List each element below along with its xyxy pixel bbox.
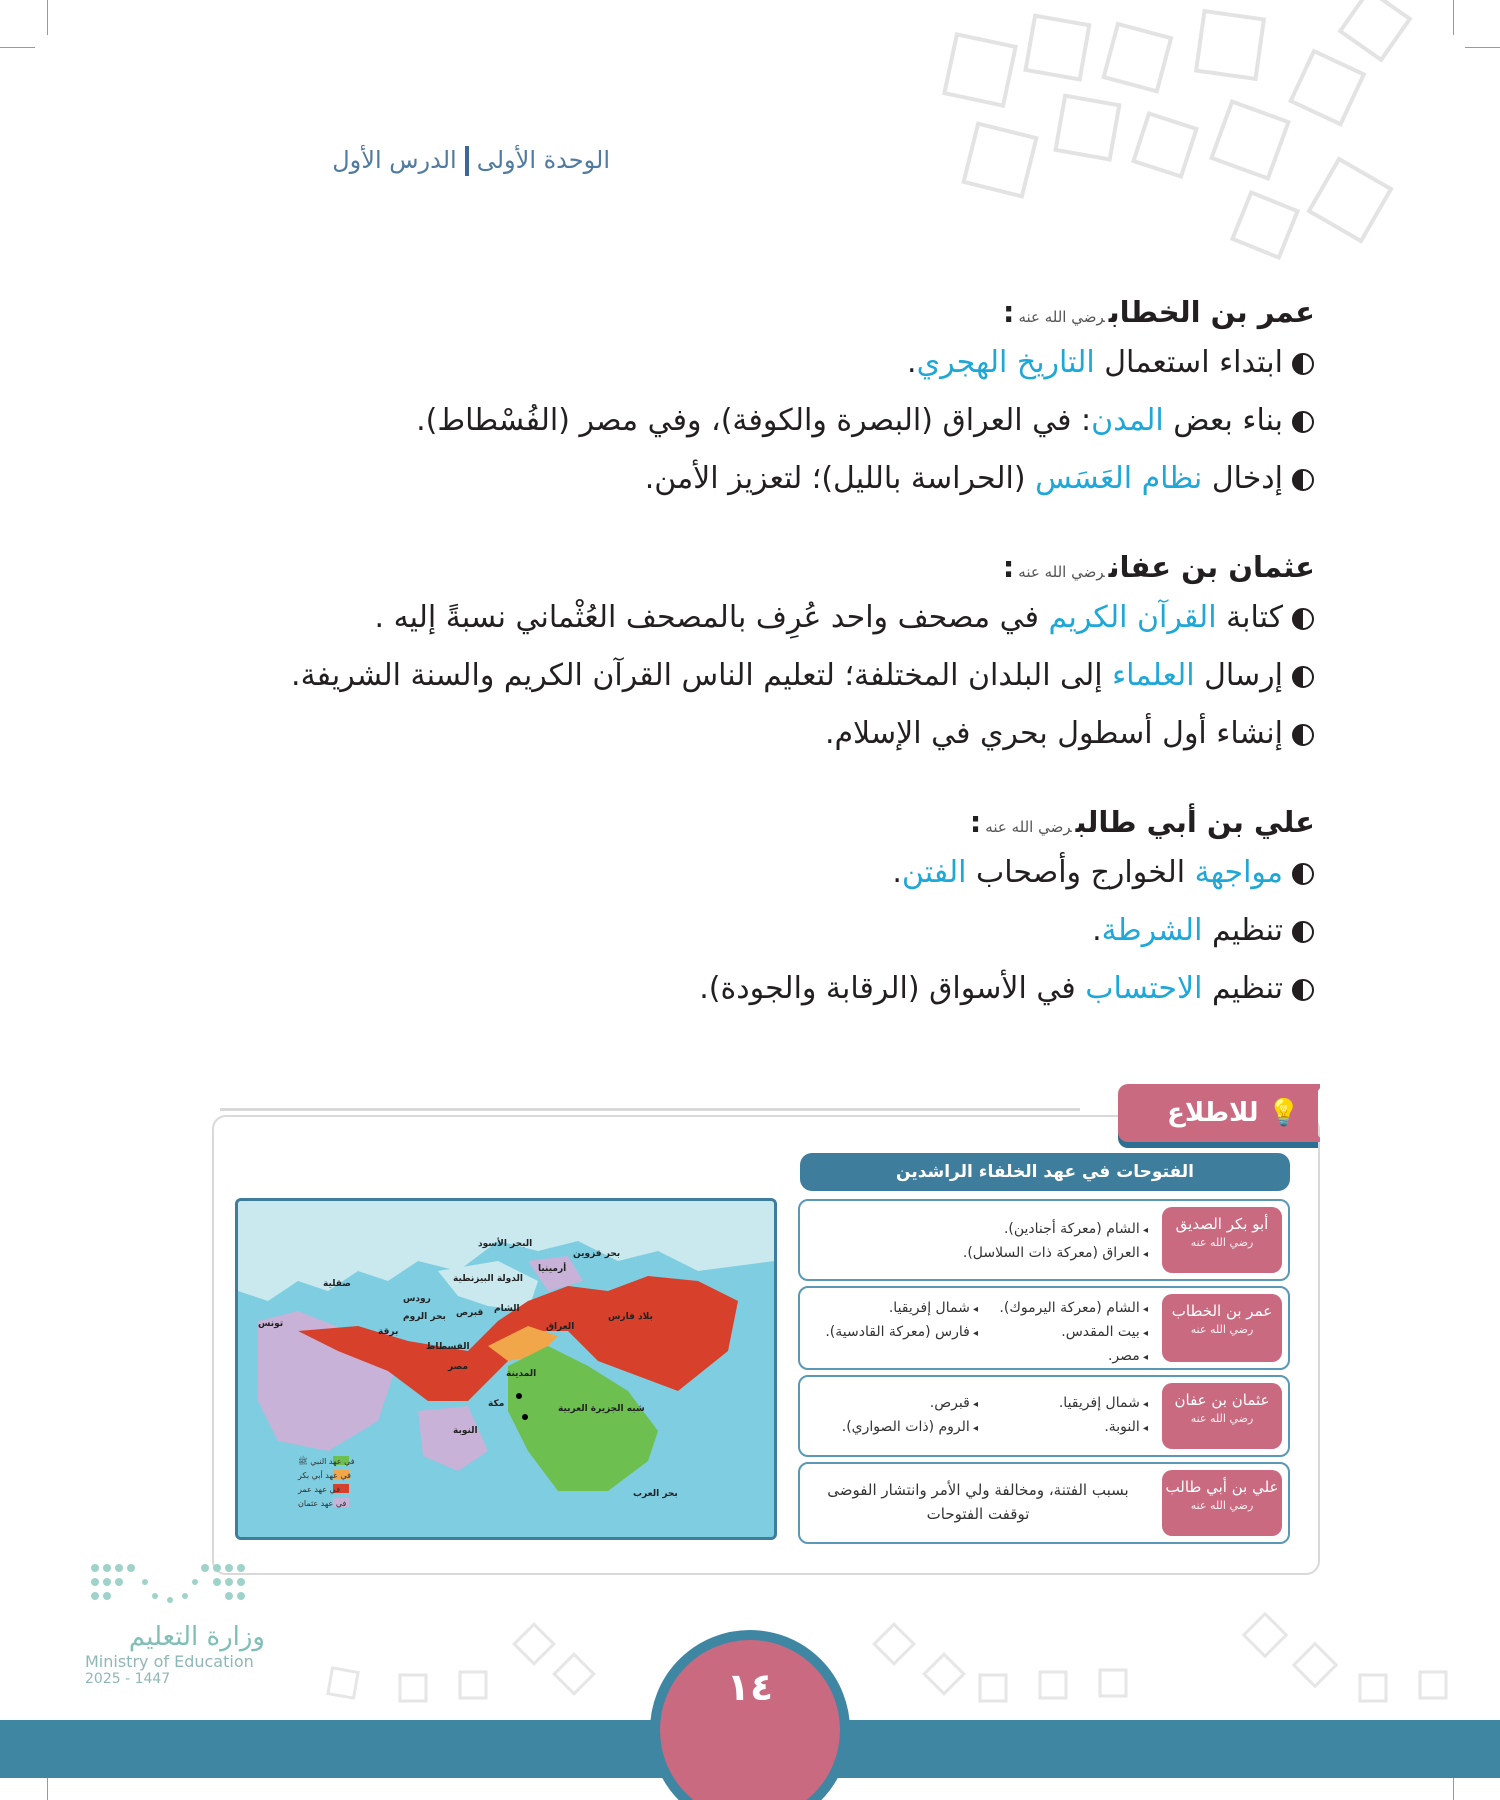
half-circle-bullet-icon xyxy=(1291,978,1315,1002)
svg-text:شبه الجزيرة العربية: شبه الجزيرة العربية xyxy=(558,1404,645,1414)
list-item: ◂ الشام (معركة اليرموك). xyxy=(978,1296,1148,1320)
ministry-name-en: Ministry of Education xyxy=(85,1652,254,1671)
lightbulb-icon: 💡 xyxy=(1267,1098,1300,1128)
list-item: إرسال العلماء إلى البلدان المختلفة؛ لتعليم الناس القرآن الكريم والسنة الشريفة. xyxy=(215,647,1315,705)
honorific: رضي الله عنه xyxy=(1018,308,1105,326)
unit-label: الوحدة الأولى xyxy=(476,146,610,174)
conquest-list xyxy=(808,1391,1148,1439)
half-circle-bullet-icon xyxy=(1291,723,1315,747)
list-item: ◂ قبرص. xyxy=(808,1391,978,1415)
header-separator xyxy=(465,146,469,176)
svg-text:بحر قزوين: بحر قزوين xyxy=(573,1249,621,1259)
lesson-label: الدرس الأول xyxy=(332,146,457,174)
list-item: ◂ النوبة. xyxy=(978,1415,1148,1439)
half-circle-bullet-icon xyxy=(1291,665,1315,689)
conquests-table-title: الفتوحات في عهد الخلفاء الراشدين xyxy=(800,1153,1290,1191)
half-circle-bullet-icon xyxy=(1291,607,1315,631)
svg-text:البحر الأسود: البحر الأسود xyxy=(478,1239,533,1249)
for-info-tag xyxy=(1118,1084,1318,1142)
ministry-year: 2025 - 1447 xyxy=(85,1671,171,1687)
svg-text:الدولة البيزنطية: الدولة البيزنطية xyxy=(453,1274,523,1284)
svg-text:بحر العرب: بحر العرب xyxy=(633,1489,678,1499)
bullet-list xyxy=(215,589,1315,763)
honorific: رضي الله عنه xyxy=(985,818,1072,836)
ministry-name-ar: وزارة التعليم xyxy=(128,1622,265,1652)
half-circle-bullet-icon xyxy=(1291,862,1315,886)
svg-text:مصر: مصر xyxy=(448,1362,469,1372)
list-item: بناء بعض المدن: في العراق (البصرة والكوفة)، وفي مصر (الفُسْطاط). xyxy=(215,392,1315,450)
svg-text:بلاد فارس: بلاد فارس xyxy=(608,1312,653,1322)
list-item: كتابة القرآن الكريم في مصحف واحد عُرِف بالمصحف العُثْماني نسبةً إليه . xyxy=(215,589,1315,647)
list-item: ◂ شمال إفريقيا. xyxy=(978,1391,1148,1415)
table-row xyxy=(798,1199,1290,1281)
section-title: علي بن أبي طالبرضي الله عنه: xyxy=(969,805,1315,839)
svg-text:رودس: رودس xyxy=(403,1294,431,1304)
section-title: عثمان بن عفانرضي الله عنه: xyxy=(1002,550,1315,584)
section-othman xyxy=(215,545,1315,763)
table-row xyxy=(798,1462,1290,1544)
svg-text:النوبة: النوبة xyxy=(453,1426,478,1436)
half-circle-bullet-icon xyxy=(1291,468,1315,492)
map-graphic xyxy=(238,1201,774,1537)
list-item: ◂ الروم (ذات الصواري). xyxy=(808,1415,978,1439)
svg-text:في عهد أبي بكر: في عهد أبي بكر xyxy=(298,1471,351,1480)
svg-text:الشام: الشام xyxy=(494,1304,520,1314)
list-item: إنشاء أول أسطول بحري في الإسلام. xyxy=(215,705,1315,763)
list-item: ◂ الشام (معركة أجنادين). xyxy=(808,1217,1148,1241)
table-row xyxy=(798,1286,1290,1370)
half-circle-bullet-icon xyxy=(1291,410,1315,434)
crop-mark xyxy=(1453,0,1454,35)
list-item: ابتداء استعمال التاريخ الهجري. xyxy=(215,334,1315,392)
caliph-cell: عثمان بن عفان رضي الله عنه xyxy=(1162,1383,1282,1449)
svg-text:تونس: تونس xyxy=(258,1319,284,1329)
decorative-pattern xyxy=(880,0,1440,300)
caliph-cell: عمر بن الخطاب رضي الله عنه xyxy=(1162,1294,1282,1362)
conquest-list xyxy=(808,1296,1148,1368)
section-omar xyxy=(215,290,1315,508)
honorific: رضي الله عنه xyxy=(1018,563,1105,581)
caliph-cell: علي بن أبي طالب رضي الله عنه xyxy=(1162,1470,1282,1536)
tag-label: للاطلاع xyxy=(1167,1098,1259,1128)
half-circle-bullet-icon xyxy=(1291,352,1315,376)
svg-text:في عهد عثمان: في عهد عثمان xyxy=(298,1499,347,1508)
list-item: ◂ مصر. xyxy=(978,1344,1148,1368)
infobox-top-line xyxy=(220,1108,1080,1111)
list-item: تنظيم الاحتساب في الأسواق (الرقابة والجودة). xyxy=(215,960,1315,1018)
svg-text:المدينة: المدينة xyxy=(506,1369,537,1379)
section-title: عمر بن الخطابرضي الله عنه: xyxy=(1002,295,1315,329)
conquests-map xyxy=(235,1198,777,1540)
crop-mark xyxy=(47,0,48,35)
caliph-cell: أبو بكر الصديق رضي الله عنه xyxy=(1162,1207,1282,1273)
svg-text:في عهد عمر: في عهد عمر xyxy=(298,1485,341,1494)
svg-text:صقلية: صقلية xyxy=(323,1279,351,1289)
list-item: ◂ بيت المقدس. xyxy=(978,1320,1148,1344)
page-number: ١٤ xyxy=(726,1665,774,1709)
list-item: ◂ العراق (معركة ذات السلاسل). xyxy=(808,1241,1148,1265)
svg-text:قبرص: قبرص xyxy=(456,1308,484,1318)
list-item: إدخال نظام العَسَس (الحراسة بالليل)؛ لتعزيز الأمن. xyxy=(215,450,1315,508)
unit-lesson-header xyxy=(210,146,610,176)
bullet-list xyxy=(215,844,1315,1018)
svg-text:أرمينيا: أرمينيا xyxy=(538,1264,567,1274)
list-item: ◂ فارس (معركة القادسية). xyxy=(808,1320,978,1344)
svg-text:في عهد النبي ﷺ: في عهد النبي ﷺ xyxy=(298,1457,355,1466)
svg-text:الفسطاط: الفسطاط xyxy=(426,1342,470,1352)
list-item: مواجهة الخوارج وأصحاب الفتن. xyxy=(215,844,1315,902)
table-row xyxy=(798,1375,1290,1457)
svg-text:مكة: مكة xyxy=(488,1399,505,1409)
svg-text:بحر الروم: بحر الروم xyxy=(403,1312,446,1322)
list-item: تنظيم الشرطة. xyxy=(215,902,1315,960)
crop-mark xyxy=(0,47,35,48)
conquest-note: بسبب الفتنة، ومخالفة ولي الأمر وانتشار الفوضى توقفت الفتوحات xyxy=(827,1481,1129,1523)
section-ali xyxy=(215,800,1315,1018)
svg-text:العراق: العراق xyxy=(546,1322,575,1332)
half-circle-bullet-icon xyxy=(1291,920,1315,944)
list-item: ◂ شمال إفريقيا. xyxy=(808,1296,978,1320)
tag-chevron-icon xyxy=(1290,1084,1320,1142)
crop-mark xyxy=(1465,47,1500,48)
bullet-list xyxy=(215,334,1315,508)
svg-text:برقة: برقة xyxy=(378,1327,399,1337)
conquest-list xyxy=(808,1217,1148,1265)
